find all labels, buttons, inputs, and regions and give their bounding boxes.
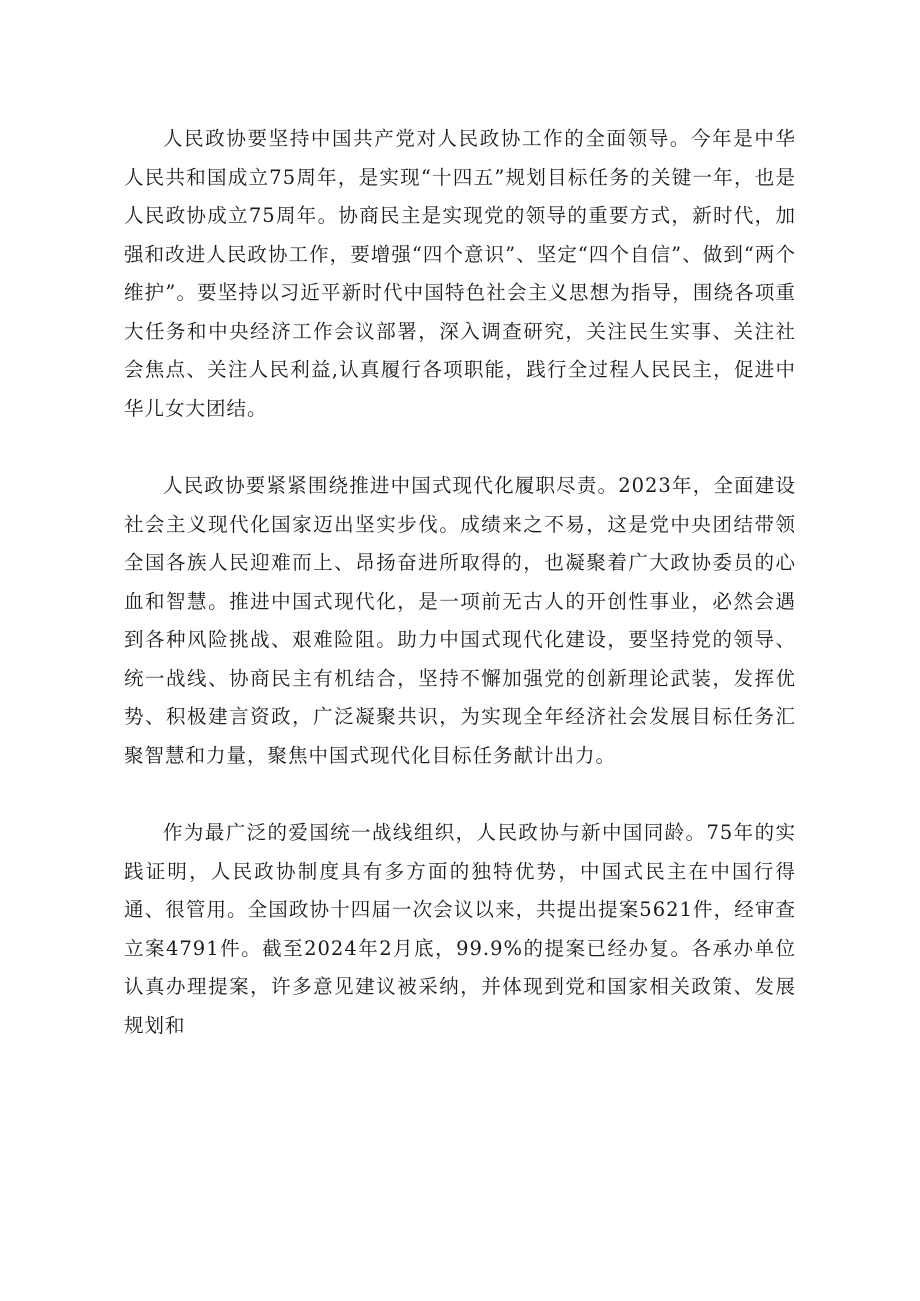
- paragraph-3: 作为最广泛的爱国统一战线组织，人民政协与新中国同龄。75年的实践证明，人民政协制度具有多方面的独特优势，中国式民主在中国行得通、很管用。全国政协十四届一次会议以来，共提出提案5621件，经审查立案4791件。截至2024年2月底，99.9%的提案已经办复。各承办单位认真办理提案，许多意见建议被采纳，并体现到党和国家相关政策、发展规划和: [124, 821, 796, 1037]
- paragraph-2: 人民政协要紧紧围绕推进中国式现代化履职尽责。2023年，全面建设社会主义现代化国家迈出坚实步伐。成绩来之不易，这是党中央团结带领全国各族人民迎难而上、昂扬奋进所取得的，也凝聚着广大政协委员的心血和智慧。推进中国式现代化，是一项前无古人的开创性事业，必然会遇到各种风险挑战、艰难险阻。助力中国式现代化建设，要坚持党的领导、统一战线、协商民主有机结合，坚持不懈加强党的创新理论武装，发挥优势、积极建言资政，广泛凝聚共识，为实现全年经济社会发展目标任务汇聚智慧和力量，聚焦中国式现代化目标任务献计出力。: [124, 474, 796, 767]
- paragraph-1: 人民政协要坚持中国共产党对人民政协工作的全面领导。今年是中华人民共和国成立75周年，是实现“十四五”规划目标任务的关键一年，也是人民政协成立75周年。协商民主是实现党的领导的重要方式，新时代，加强和改进人民政协工作，要增强“四个意识”、坚定“四个自信”、做到“两个维护”。要坚持以习近平新时代中国特色社会主义思想为指导，围绕各项重大任务和中央经济工作会议部署，深入调查研究，关注民生实事、关注社会焦点、关注人民利益,认真履行各项职能，践行全过程人民民主，促进中华儿女大团结。: [124, 127, 796, 420]
- document-body: [124, 120, 796, 1045]
